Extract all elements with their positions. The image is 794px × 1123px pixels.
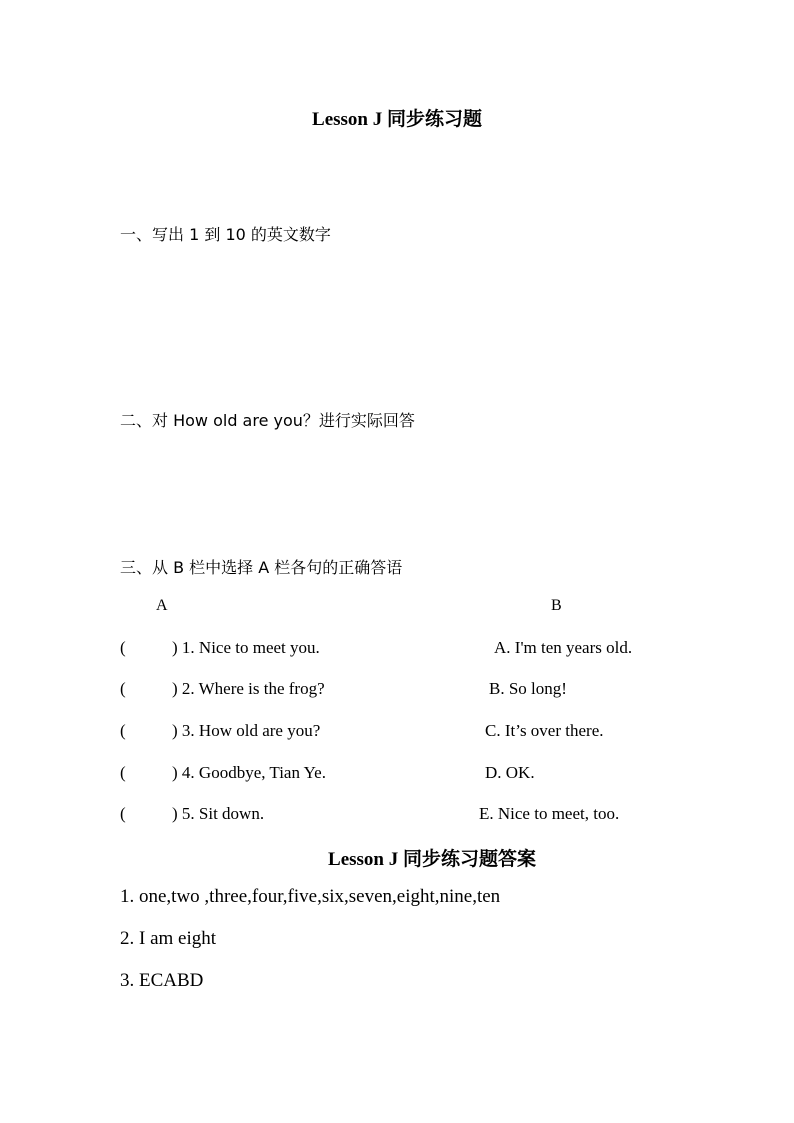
answer-line-3: 3. ECABD [120,970,204,991]
matching-option: D. OK. [485,763,535,782]
answer-blank-open-paren: ( [120,721,126,740]
answer-blank-open-paren: ( [120,804,126,823]
matching-option: B. So long! [489,679,567,698]
matching-option: A. I'm ten years old. [494,638,633,657]
answer-blank-open-paren: ( [120,679,126,698]
matching-question: ) 2. Where is the frog? [172,679,325,698]
answer-blank-open-paren: ( [120,638,126,657]
matching-question: ) 5. Sit down. [172,804,265,823]
column-b-label: B [551,597,562,614]
answer-line-1: 1. one,two ,three,four,five,six,seven,eight,nine,ten [120,886,501,907]
answer-blank-open-paren: ( [120,763,126,782]
matching-option: E. Nice to meet, too. [479,804,620,823]
answer-key-title: Lesson J 同步练习题答案 [328,849,536,870]
section-3-heading: 三、从 B 栏中选择 A 栏各句的正确答语 [120,558,403,577]
matching-option: C. It’s over there. [485,721,604,740]
worksheet-title: Lesson J 同步练习题 [312,109,482,130]
matching-question: ) 4. Goodbye, Tian Ye. [172,763,326,782]
section-2-heading: 二、对 How old are you？进行实际回答 [120,411,415,430]
matching-question: ) 1. Nice to meet you. [172,638,320,657]
column-a-label: A [156,597,168,614]
answer-line-2: 2. I am eight [120,928,217,949]
matching-question: ) 3. How old are you? [172,721,321,740]
section-1-heading: 一、写出 1 到 10 的英文数字 [120,225,331,244]
